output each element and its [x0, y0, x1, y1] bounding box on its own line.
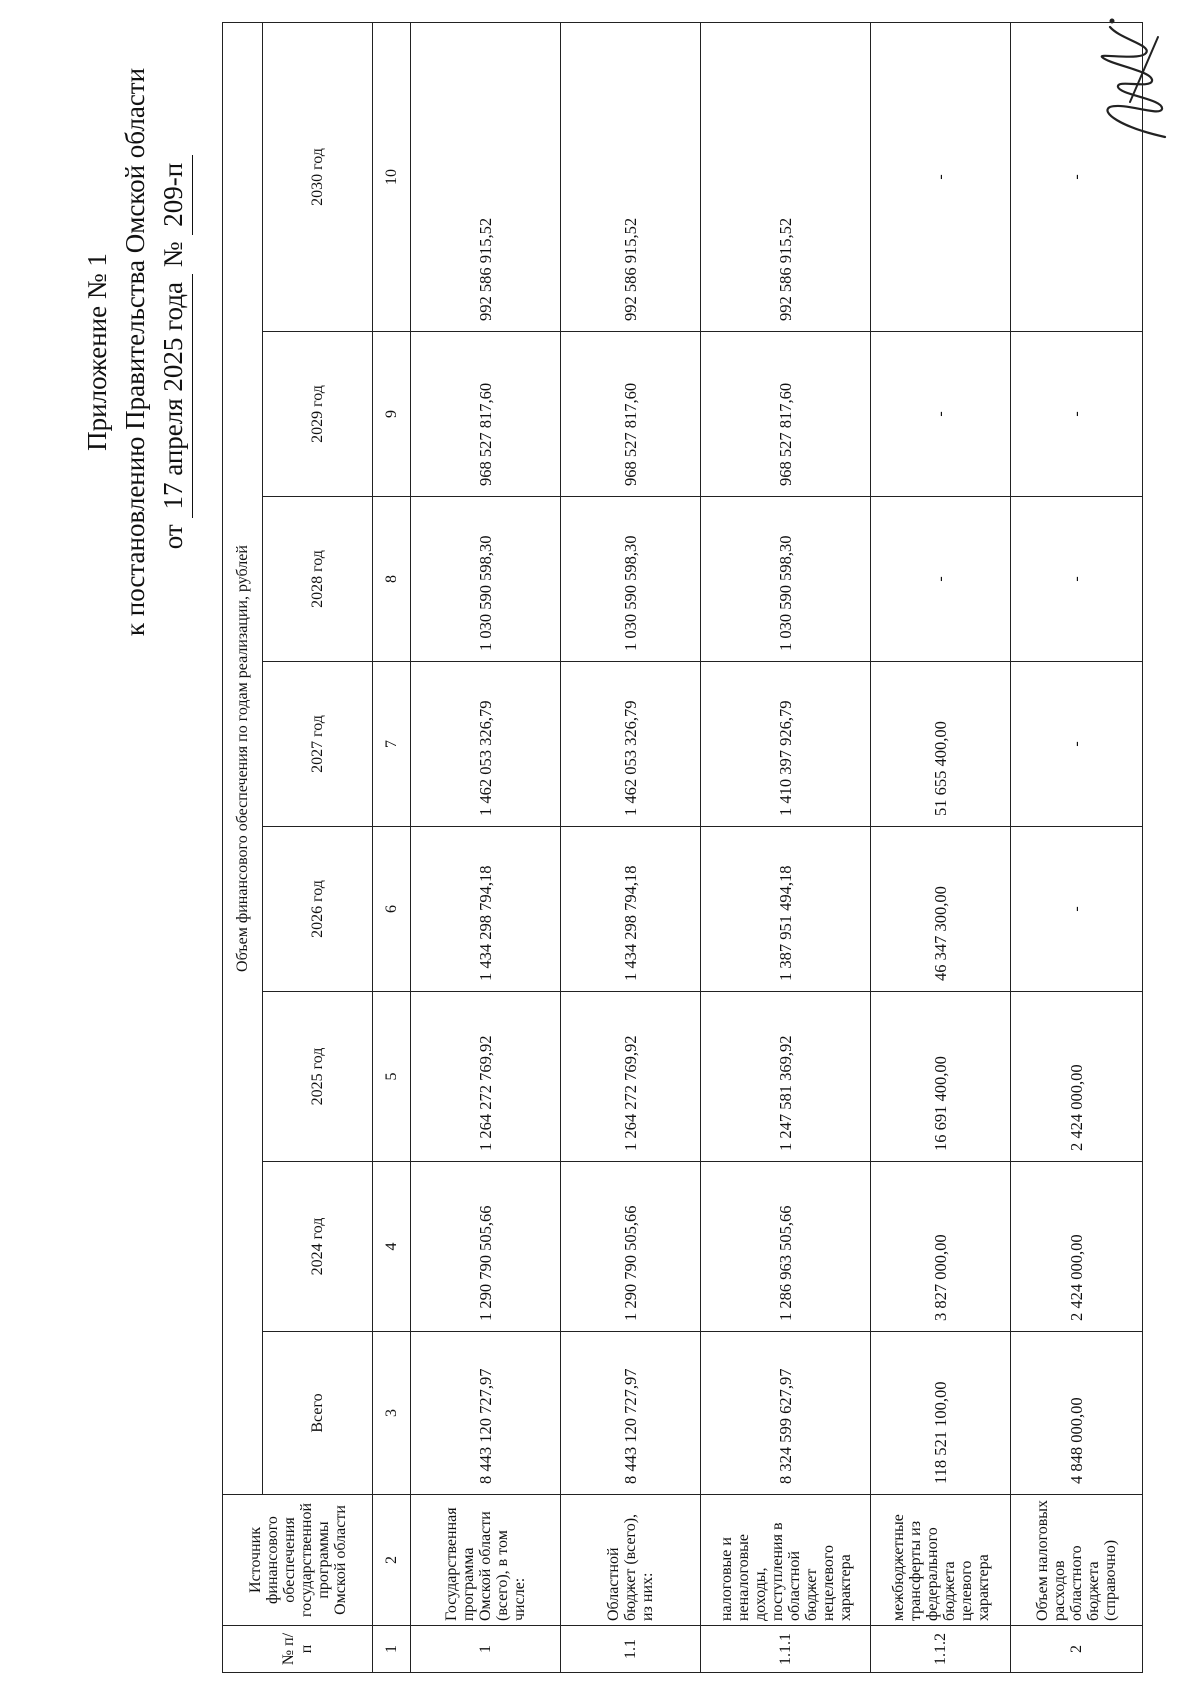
- col-header-source: Источник финансового обеспечения государственной программы Омской области: [223, 1495, 373, 1626]
- value-cell: -: [1011, 827, 1143, 992]
- value-cell: -: [1011, 22, 1143, 331]
- row-number: 1.1.2: [871, 1626, 1011, 1673]
- value-cell: 1 030 590 598,30: [411, 497, 561, 662]
- table-row: [871, 22, 1011, 1672]
- col-header-year: 2025 год: [263, 992, 373, 1162]
- value-cell: 1 410 397 926,79: [701, 662, 871, 827]
- col-number: 10: [373, 22, 411, 331]
- value-cell: 2 424 000,00: [1011, 992, 1143, 1162]
- value-cell: -: [871, 332, 1011, 497]
- value-cell: 2 424 000,00: [1011, 1162, 1143, 1332]
- row-source: Объем налоговых расходов областного бюджета (справочно): [1011, 1495, 1143, 1626]
- value-cell: 16 691 400,00: [871, 992, 1011, 1162]
- row-number: 1: [411, 1626, 561, 1673]
- col-number: 1: [373, 1626, 411, 1673]
- col-number: 7: [373, 662, 411, 827]
- col-number: 9: [373, 332, 411, 497]
- value-cell: 8 443 120 727,97: [561, 1332, 701, 1495]
- value-cell: 968 527 817,60: [411, 332, 561, 497]
- value-cell: 1 434 298 794,18: [561, 827, 701, 992]
- value-cell: 8 443 120 727,97: [411, 1332, 561, 1495]
- col-number: 8: [373, 497, 411, 662]
- value-cell: 1 264 272 769,92: [561, 992, 701, 1162]
- column-number-row: [373, 22, 411, 1672]
- col-header-volume: Объем финансового обеспечения по годам реализации, рублей: [223, 22, 263, 1494]
- row-number: 2: [1011, 1626, 1143, 1673]
- col-header-total: Всего: [263, 1332, 373, 1495]
- value-cell: -: [1011, 662, 1143, 827]
- decree-number: 209-п: [154, 155, 193, 235]
- row-source: межбюджетные трансферты из федерального бюджета целевого характера: [871, 1495, 1011, 1626]
- value-cell: -: [1011, 332, 1143, 497]
- col-number: 6: [373, 827, 411, 992]
- table-row: [411, 22, 561, 1672]
- value-cell: 46 347 300,00: [871, 827, 1011, 992]
- value-cell: 968 527 817,60: [561, 332, 701, 497]
- value-cell: 1 030 590 598,30: [561, 497, 701, 662]
- value-cell: 992 586 915,52: [701, 22, 871, 331]
- value-cell: 992 586 915,52: [561, 22, 701, 331]
- value-cell: 1 030 590 598,30: [701, 497, 871, 662]
- value-cell: 1 387 951 494,18: [701, 827, 871, 992]
- col-number: 2: [373, 1495, 411, 1626]
- financing-table: [222, 22, 1143, 1673]
- table-row: [701, 22, 871, 1672]
- number-label: №: [158, 241, 188, 268]
- value-cell: 8 324 599 627,97: [701, 1332, 871, 1495]
- table-row: [1011, 22, 1143, 1672]
- value-cell: 51 655 400,00: [871, 662, 1011, 827]
- value-cell: -: [1011, 497, 1143, 662]
- col-header-year: 2029 год: [263, 332, 373, 497]
- value-cell: -: [871, 497, 1011, 662]
- col-header-year: 2024 год: [263, 1162, 373, 1332]
- row-source: налоговые и неналоговые доходы, поступления в областной бюджет нецелевого характера: [701, 1495, 871, 1626]
- row-number: 1.1.1: [701, 1626, 871, 1673]
- col-header-year: 2027 год: [263, 662, 373, 827]
- from-label: от: [158, 524, 188, 550]
- col-header-no: № п/п: [223, 1626, 373, 1673]
- value-cell: 1 290 790 505,66: [561, 1162, 701, 1332]
- value-cell: -: [871, 22, 1011, 331]
- col-number: 5: [373, 992, 411, 1162]
- table-row: [561, 22, 701, 1672]
- value-cell: 3 827 000,00: [871, 1162, 1011, 1332]
- value-cell: 1 264 272 769,92: [411, 992, 561, 1162]
- col-number: 4: [373, 1162, 411, 1332]
- row-number: 1.1: [561, 1626, 701, 1673]
- value-cell: 1 462 053 326,79: [411, 662, 561, 827]
- col-header-year: 2026 год: [263, 827, 373, 992]
- appendix-header: [78, 52, 193, 652]
- value-cell: 4 848 000,00: [1011, 1332, 1143, 1495]
- value-cell: 992 586 915,52: [411, 22, 561, 331]
- value-cell: 1 290 790 505,66: [411, 1162, 561, 1332]
- value-cell: 968 527 817,60: [701, 332, 871, 497]
- value-cell: 1 286 963 505,66: [701, 1162, 871, 1332]
- value-cell: 118 521 100,00: [871, 1332, 1011, 1495]
- appendix-title: Приложение № 1: [82, 253, 112, 451]
- row-source: Государственная программа Омской области (всего), в том числе:: [411, 1495, 561, 1626]
- col-header-year: 2028 год: [263, 497, 373, 662]
- value-cell: 1 462 053 326,79: [561, 662, 701, 827]
- value-cell: 1 247 581 369,92: [701, 992, 871, 1162]
- decree-date: 17 апреля 2025 года: [154, 274, 193, 518]
- appendix-subtitle: к постановлению Правительства Омской области: [120, 67, 150, 637]
- row-source: Областной бюджет (всего), из них:: [561, 1495, 701, 1626]
- col-number: 3: [373, 1332, 411, 1495]
- col-header-year: 2030 год: [263, 22, 373, 331]
- value-cell: 1 434 298 794,18: [411, 827, 561, 992]
- appendix-date-line: [154, 52, 193, 652]
